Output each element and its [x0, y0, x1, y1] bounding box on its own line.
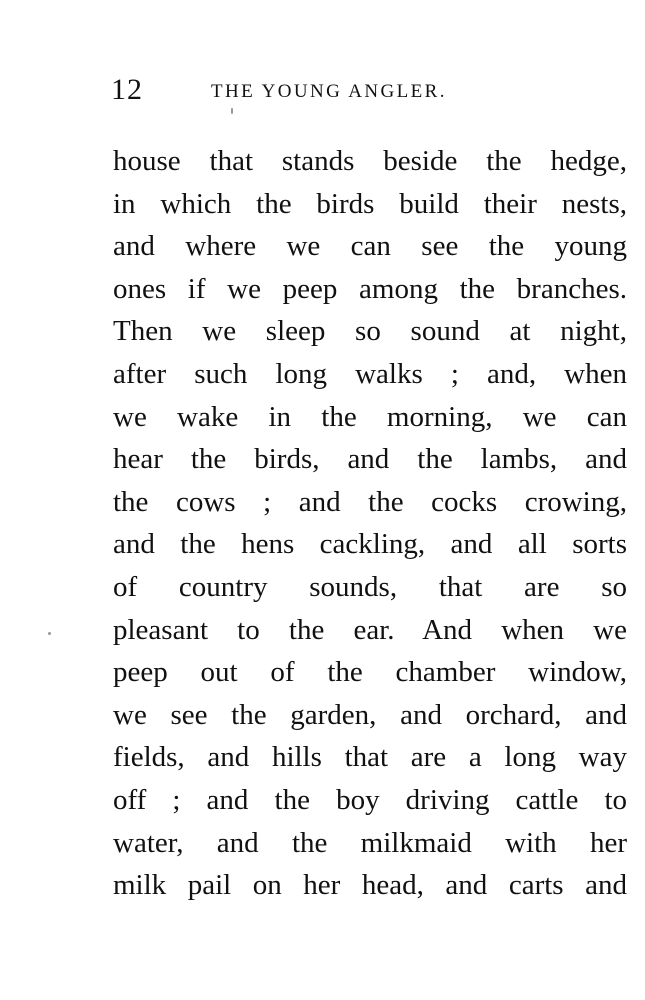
page-number: 12	[111, 73, 143, 106]
text-line: milk pail on her head, and carts and	[113, 869, 627, 902]
text-line: Then we sleep so sound at night,	[113, 315, 627, 348]
running-title: THE YOUNG ANGLER.	[211, 81, 447, 102]
text-line: we wake in the morning, we can	[113, 400, 627, 433]
body-text	[113, 140, 627, 907]
margin-speck	[48, 632, 51, 635]
text-line: off ; and the boy driving cattle to	[113, 783, 627, 816]
ink-mark	[231, 108, 233, 114]
text-line: peep out of the chamber window,	[113, 656, 627, 689]
text-line: fields, and hills that are a long way	[113, 741, 627, 774]
text-line: house that stands beside the hedge,	[113, 145, 627, 177]
text-line: water, and the milkmaid with her	[113, 826, 627, 859]
text-line: of country sounds, that are so	[113, 570, 627, 603]
text-line: in which the birds build their nests,	[113, 187, 627, 220]
text-line: ones if we peep among the branches.	[113, 272, 627, 305]
text-line: and where we can see the young	[113, 230, 627, 263]
text-line: after such long walks ; and, when	[113, 357, 627, 390]
text-line: pleasant to the ear. And when we	[113, 613, 627, 646]
text-line: we see the garden, and orchard, and	[113, 698, 627, 731]
text-line: and the hens cackling, and all sorts	[113, 528, 627, 561]
running-header	[111, 72, 631, 112]
text-line: the cows ; and the cocks crowing,	[113, 485, 627, 518]
text-line: hear the birds, and the lambs, and	[113, 443, 627, 476]
